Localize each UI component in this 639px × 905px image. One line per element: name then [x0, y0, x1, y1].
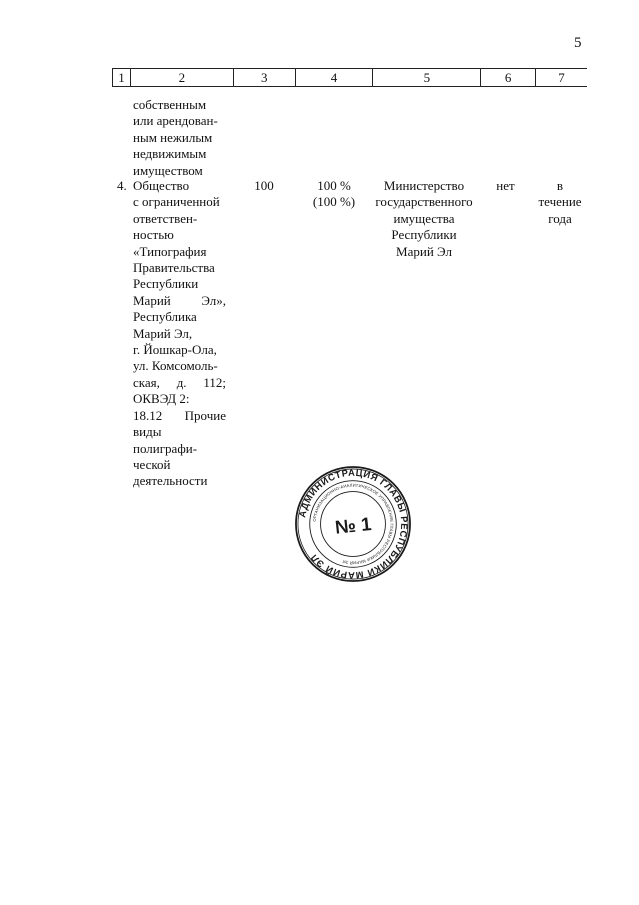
text-line: или арендован-: [133, 113, 218, 129]
text-line: Марий Эл,: [133, 325, 193, 341]
text-line: в: [556, 178, 564, 193]
text-line: имуществом: [133, 162, 203, 178]
text-line: Республика: [133, 309, 197, 325]
text-line: ческой: [133, 456, 171, 472]
text-line: ответствен-: [133, 210, 198, 226]
text-line: ул. Комсомоль-: [133, 358, 218, 374]
text-line: полиграфи-: [133, 440, 198, 456]
column-header-2: 2: [131, 69, 234, 86]
text-line: года: [548, 210, 572, 226]
text-line: Министерство: [383, 178, 465, 193]
text-line: Республики: [133, 276, 199, 292]
text-line: Марий Эл»,: [133, 292, 226, 308]
column-header-1: 1: [113, 69, 131, 86]
text-line: «Типография: [133, 243, 207, 259]
share-percent: [295, 178, 373, 211]
text-line: Республики: [391, 227, 457, 243]
text-line: виды: [133, 424, 162, 440]
text-line: 18.12 Прочие: [133, 407, 226, 423]
stamp-outer-text: АДМИНИСТРАЦИЯ ГЛАВЫ РЕСПУБЛИКИ МАРИЙ ЭЛ: [297, 467, 410, 581]
row-number: 4.: [117, 178, 127, 193]
column-header-5: 5: [373, 69, 481, 86]
stamp-number: № 1: [333, 513, 373, 538]
text-line: (100 %): [312, 194, 356, 210]
column-header-6: 6: [481, 69, 536, 86]
text-line: г. Йошкар-Ола,: [133, 342, 217, 358]
text-line: недвижимым: [133, 146, 207, 162]
text-line: имущества: [393, 210, 455, 226]
table-header: [112, 68, 587, 87]
column-header-3: 3: [234, 69, 296, 86]
text-line: ская, д. 112;: [133, 374, 226, 390]
page-number: 5: [574, 35, 582, 51]
column-6-value: нет: [496, 178, 515, 193]
column-header-4: 4: [296, 69, 374, 86]
organization-description: [133, 178, 226, 490]
text-line: течение: [538, 194, 582, 210]
continued-description: [133, 97, 225, 179]
text-line: 100 %: [317, 178, 351, 193]
column-header-7: 7: [558, 70, 565, 85]
managing-body: [370, 178, 478, 260]
stamp-inner-text: ОРГАНИЗАЦИОННО-АНАЛИТИЧЕСКОЕ УПРАВЛЕНИЕ ГЛАВЫ РЕСПУБЛИКИ МАРИЙ ЭЛ: [311, 482, 395, 566]
text-line: ным нежилым: [133, 129, 213, 145]
text-line: Марий Эл: [396, 243, 452, 259]
text-line: деятельности: [133, 473, 208, 489]
column-7-value: [532, 178, 588, 227]
share-value: 100: [254, 178, 274, 193]
text-line: ностью: [133, 227, 174, 243]
text-line: с ограниченной: [133, 194, 220, 210]
text-line: собственным: [133, 97, 207, 112]
text-line: ОКВЭД 2:: [133, 391, 190, 407]
text-line: государственного: [375, 194, 473, 210]
text-line: Правительства: [133, 260, 215, 276]
text-line: Общество: [133, 178, 190, 193]
official-stamp: [294, 465, 412, 583]
